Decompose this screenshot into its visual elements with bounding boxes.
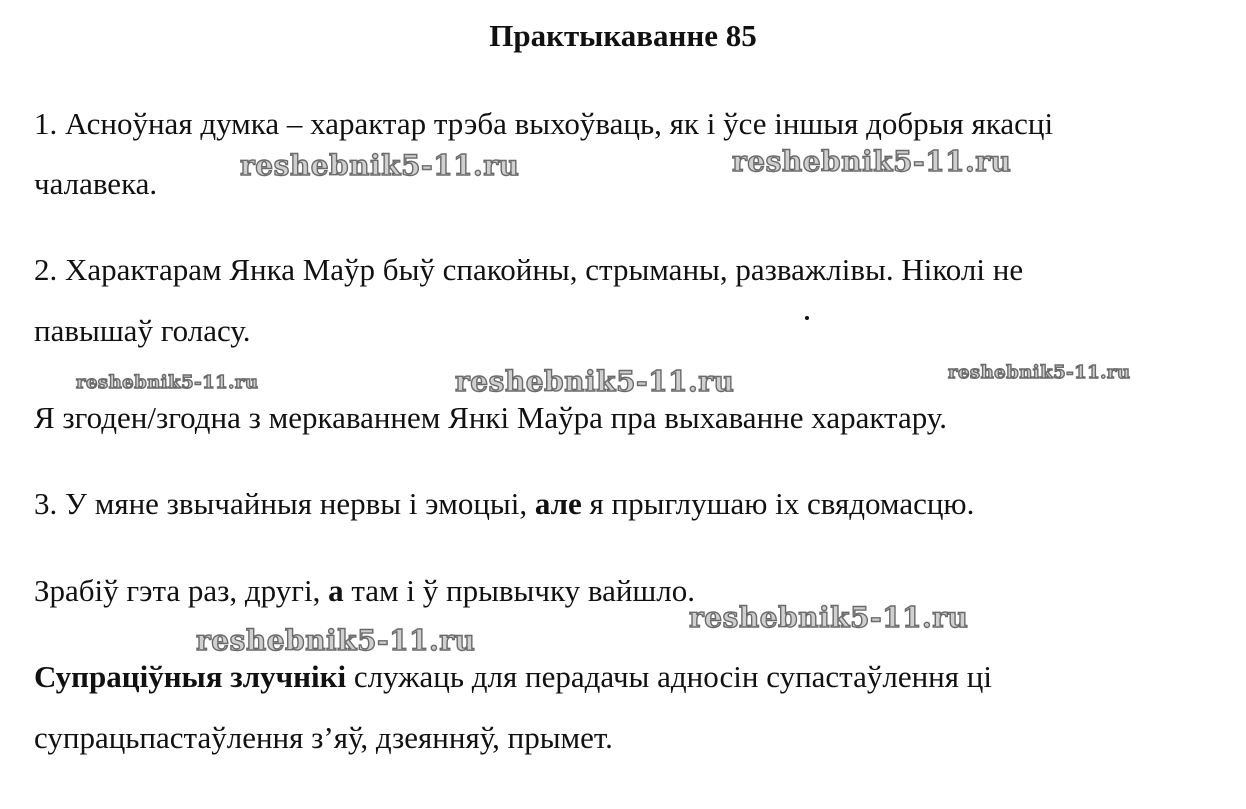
definition-line1 (34, 657, 992, 697)
watermark-logo: reshebnik5-11.ru (948, 362, 1131, 383)
stray-dot (805, 316, 809, 320)
page-title: Практыкаванне 85 (489, 18, 757, 53)
section2-line2: павышаў голасу. (34, 313, 251, 348)
sentence1-text-start: 3. У мяне звычайныя нервы і эмоцыі, (34, 486, 535, 521)
watermark-logo: reshebnik5-11.ru (732, 145, 1012, 178)
sentence2-text-start: Зрабіў гэта раз, другі, (34, 573, 329, 608)
watermark-logo: reshebnik5-11.ru (76, 372, 259, 393)
sentence2-text-end: там і ў прывычку вайшло. (343, 573, 696, 608)
section1-line1: 1. Асноўная думка – характар трэба выхоўваць, як і ўсе іншыя добрыя якасці (34, 106, 1054, 141)
watermark-logo: reshebnik5-11.ru (689, 601, 969, 634)
section2-line3: Я згоден/згодна з меркаваннем Янкі Маўра пра выхаванне характару. (34, 400, 947, 435)
watermark-logo: reshebnik5-11.ru (196, 624, 476, 657)
watermark-logo: reshebnik5-11.ru (455, 365, 735, 398)
definition-term: Супраціўныя злучнікі (34, 659, 347, 694)
conjunction-a: а (328, 573, 344, 608)
section1-line2: чалавека. (34, 166, 158, 201)
definition-line2: супрацьпастаўлення з’яў, дзеянняў, прымет. (34, 720, 613, 755)
conjunction-ale: але (534, 486, 582, 521)
sentence1-text-end: я прыглушаю іх свядомасцю. (581, 486, 975, 521)
watermark-logo: reshebnik5-11.ru (240, 149, 520, 182)
section3-sentence2 (34, 571, 695, 611)
definition-text-start: служаць для перадачы адносін супастаўлення ці (346, 659, 992, 694)
section2-line1: 2. Характарам Янка Маўр быў спакойны, стрыманы, разважлівы. Ніколі не (34, 252, 1024, 287)
section3-sentence1 (34, 484, 974, 524)
